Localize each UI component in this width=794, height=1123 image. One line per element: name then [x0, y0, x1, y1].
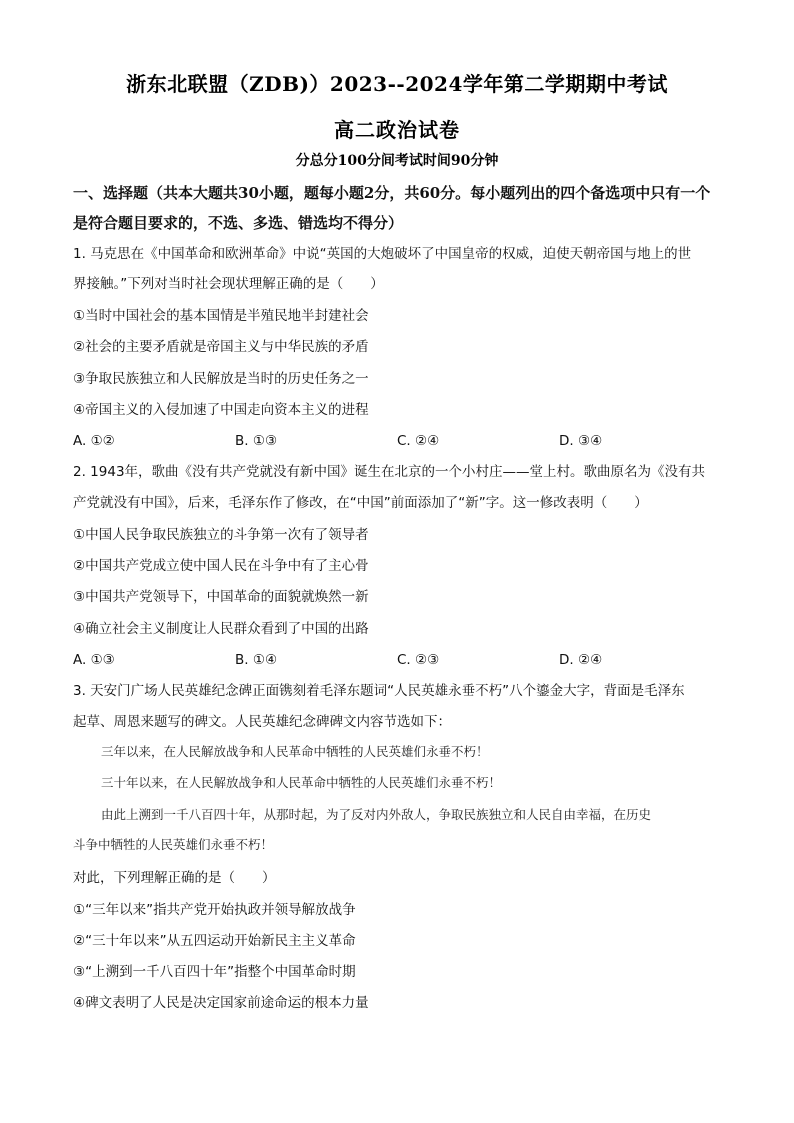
- q3-quote-3-line2: 斗争中牺牲的人民英雄们永垂不朽！: [73, 837, 274, 852]
- q3-item-2: ②“三十年以来”从五四运动开始新民主主义革命: [73, 933, 356, 949]
- q1-stem-line1: 1. 马克思在《中国革命和欧洲革命》中说“英国的大炮破坏了中国皇帝的权威，迫使天朝帝国与地上的世: [73, 246, 692, 262]
- exam-subject-title: 高二政治试卷: [334, 118, 460, 142]
- exam-score-time: 分总分100分间考试时间90分钟: [295, 153, 499, 169]
- q3-quote-3: [73, 800, 723, 860]
- q2-options: [73, 650, 733, 670]
- q3-item-4: ④碑文表明了人民是决定国家前途命运的根本力量: [73, 995, 369, 1011]
- q2-stem-line1: 2. 1943年，歌曲《没有共产党就没有新中国》诞生在北京的一个小村庄——堂上村。歌曲原名为《没有共: [73, 464, 706, 480]
- q3-quote-1: [73, 737, 723, 767]
- q2-item-2: ②中国共产党成立使中国人民在斗争中有了主心骨: [73, 558, 369, 574]
- q1-item-4: ④帝国主义的入侵加速了中国走向资本主义的进程: [73, 402, 369, 418]
- q2-item-1: ①中国人民争取民族独立的斗争第一次有了领导者: [73, 527, 369, 543]
- q1-stem-line2: 界接触。”下列对当时社会现状理解正确的是（ ）: [73, 276, 384, 292]
- q3-question: 对此，下列理解正确的是（ ）: [73, 870, 276, 886]
- q2-option-a[interactable]: A. ①③: [73, 652, 115, 668]
- section-heading: 一、选择题（共本大题共30小题，题每小题2分，共60分。每小题列出的四个备选项中只有一个是符合题目要求的，不选、多选、错选均不得分）: [73, 184, 711, 232]
- q3-item-3: ③“上溯到一千八百四十年”指整个中国革命时期: [73, 964, 356, 980]
- q1-option-a[interactable]: A. ①②: [73, 433, 115, 449]
- q2-item-3: ③中国共产党领导下，中国革命的面貌就焕然一新: [73, 589, 369, 605]
- q3-item-1: ①“三年以来”指共产党开始执政并领导解放战争: [73, 902, 356, 918]
- q3-quote-1-text: 三年以来，在人民解放战争和人民革命中牺牲的人民英雄们永垂不朽！: [101, 744, 489, 759]
- q1-options: [73, 431, 733, 451]
- q3-quote-2-text: 三十年以来，在人民解放战争和人民革命中牺牲的人民英雄们永垂不朽！: [101, 775, 502, 790]
- q3-stem-line1: 3. 天安门广场人民英雄纪念碑正面镌刻着毛泽东题词“人民英雄永垂不朽”八个鎏金大字，背面是毛泽东: [73, 683, 685, 699]
- q3-quote-2: [73, 768, 723, 798]
- q1-option-c[interactable]: C. ②④: [397, 433, 440, 449]
- q2-option-b[interactable]: B. ①④: [235, 652, 278, 668]
- q3-quote-3-line1: 由此上溯到一千八百四十年，从那时起，为了反对内外敌人，争取民族独立和人民自由幸福，在历史: [101, 807, 652, 822]
- q1-option-d[interactable]: D. ③④: [559, 433, 603, 449]
- q3-stem-line2: 起草、周恩来题写的碑文。人民英雄纪念碑碑文内容节选如下：: [73, 714, 451, 730]
- q1-item-1: ①当时中国社会的基本国情是半殖民地半封建社会: [73, 308, 369, 324]
- q1-item-3: ③争取民族独立和人民解放是当时的历史任务之一: [73, 371, 369, 387]
- exam-title: 浙东北联盟（ZDB)）2023--2024学年第二学期期中考试: [126, 72, 668, 96]
- q2-item-4: ④确立社会主义制度让人民群众看到了中国的出路: [73, 621, 369, 637]
- q1-option-b[interactable]: B. ①③: [235, 433, 278, 449]
- q2-option-c[interactable]: C. ②③: [397, 652, 440, 668]
- q2-stem-line2: 产党就没有中国》，后来，毛泽东作了修改，在“中国”前面添加了“新”字。这一修改表明（ ）: [73, 495, 648, 511]
- q1-item-2: ②社会的主要矛盾就是帝国主义与中华民族的矛盾: [73, 339, 369, 355]
- q2-option-d[interactable]: D. ②④: [559, 652, 603, 668]
